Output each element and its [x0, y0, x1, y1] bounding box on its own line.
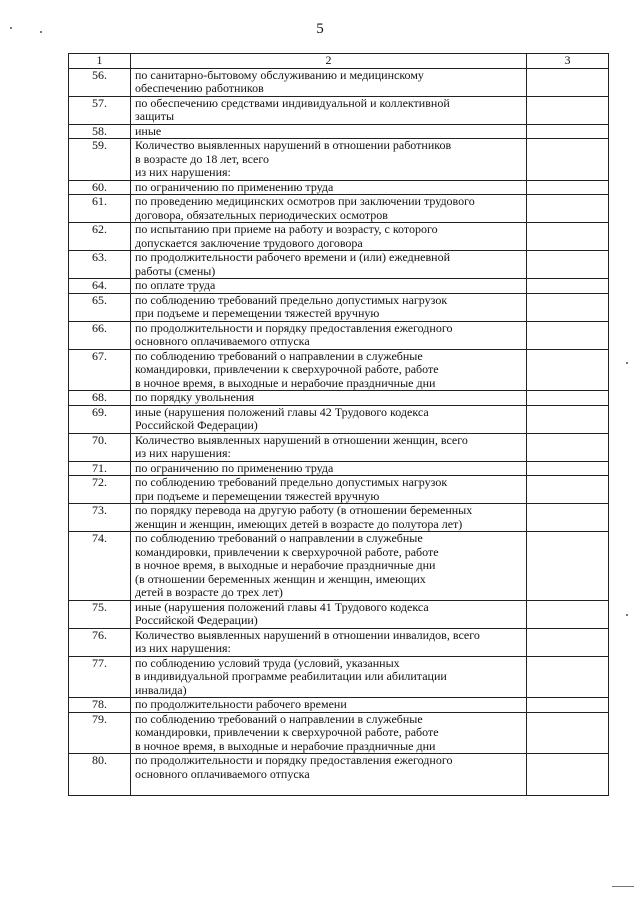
row-value-cell	[527, 124, 609, 139]
row-value-cell	[527, 293, 609, 321]
row-number: 77.	[69, 656, 131, 698]
row-description	[131, 391, 527, 406]
description-line: по оплате труда	[135, 278, 216, 292]
row-number: 56.	[69, 68, 131, 96]
row-value-cell	[527, 195, 609, 223]
table-row	[69, 321, 609, 349]
table-row	[69, 461, 609, 476]
row-number: 80.	[69, 754, 131, 796]
table-row	[69, 754, 609, 796]
row-number: 63.	[69, 251, 131, 279]
row-description	[131, 293, 527, 321]
description-line: при подъеме и перемещении тяжестей вручную	[135, 488, 380, 503]
description-line: детей в возрасте до трех лет)	[135, 585, 283, 599]
description-line: по ограничению по применению труда	[135, 460, 334, 475]
row-description	[131, 433, 527, 461]
row-number: 57.	[69, 96, 131, 124]
table-row	[69, 293, 609, 321]
row-number: 62.	[69, 223, 131, 251]
table-row	[69, 180, 609, 195]
row-value-cell	[527, 698, 609, 713]
table-row	[69, 532, 609, 601]
description-line: по продолжительности рабочего времени и (или) ежедневной	[135, 250, 450, 264]
row-number: 66.	[69, 321, 131, 349]
description-line: по обеспечению средствами индивидуальной и коллективной	[135, 95, 450, 110]
row-description	[131, 656, 527, 698]
row-number: 78.	[69, 698, 131, 713]
scan-speck	[626, 362, 628, 364]
row-number: 79.	[69, 712, 131, 754]
scan-speck	[612, 886, 634, 887]
row-value-cell	[527, 349, 609, 391]
table-row	[69, 712, 609, 754]
description-line: командировки, привлечении к сверхурочной работе, работе	[135, 725, 439, 739]
description-line: основного оплачиваемого отпуска	[135, 766, 310, 781]
row-description	[131, 195, 527, 223]
table-row	[69, 656, 609, 698]
row-value-cell	[527, 628, 609, 656]
row-number: 74.	[69, 532, 131, 601]
description-line: по ограничению по применению труда	[135, 179, 334, 194]
description-line: по порядку увольнения	[135, 390, 255, 404]
row-description	[131, 532, 527, 601]
description-line: основного оплачиваемого отпуска	[135, 334, 310, 348]
description-line: из них нарушения:	[135, 641, 231, 655]
table-row	[69, 433, 609, 461]
row-description	[131, 139, 527, 181]
table-row	[69, 405, 609, 433]
row-value-cell	[527, 96, 609, 124]
row-description	[131, 279, 527, 294]
description-line: по соблюдению условий труда (условий, указанных	[135, 655, 400, 670]
row-number: 70.	[69, 433, 131, 461]
scan-speck	[40, 31, 42, 33]
table-row	[69, 96, 609, 124]
table-row	[69, 600, 609, 628]
row-description	[131, 349, 527, 391]
table-row	[69, 349, 609, 391]
row-description	[131, 321, 527, 349]
description-line: из них нарушения:	[135, 165, 231, 179]
description-line: Российской Федерации)	[135, 613, 258, 627]
table-row	[69, 68, 609, 96]
row-description	[131, 712, 527, 754]
table-row	[69, 139, 609, 181]
row-number: 76.	[69, 628, 131, 656]
description-line: защиты	[135, 109, 175, 123]
table-row	[69, 391, 609, 406]
table-row	[69, 251, 609, 279]
description-line: инвалида)	[135, 682, 187, 697]
table-row	[69, 279, 609, 294]
row-number: 61.	[69, 195, 131, 223]
description-line: Российской Федерации)	[135, 418, 258, 432]
row-value-cell	[527, 391, 609, 406]
row-description	[131, 754, 527, 796]
row-value-cell	[527, 405, 609, 433]
description-line: работы (смены)	[135, 263, 216, 278]
description-line: иные (нарушения положений главы 42 Трудового кодекса	[135, 404, 429, 419]
scan-speck	[10, 27, 12, 29]
description-line: по соблюдению требований предельно допустимых нагрузок	[135, 475, 448, 489]
table-row	[69, 628, 609, 656]
row-number: 60.	[69, 180, 131, 195]
row-number: 69.	[69, 405, 131, 433]
row-value-cell	[527, 223, 609, 251]
row-value-cell	[527, 433, 609, 461]
row-description	[131, 600, 527, 628]
description-line: Количество выявленных нарушений в отношении инвалидов, всего	[135, 627, 480, 642]
description-line: Количество выявленных нарушений в отношении работников	[135, 138, 452, 152]
description-line: Количество выявленных нарушений в отношении женщин, всего	[135, 432, 468, 447]
row-description	[131, 180, 527, 195]
description-line: по соблюдению требований о направлении в служебные	[135, 531, 423, 545]
row-value-cell	[527, 656, 609, 698]
row-description	[131, 405, 527, 433]
description-line: в ночное время, в выходные и нерабочие праздничные дни	[135, 738, 436, 753]
row-value-cell	[527, 251, 609, 279]
table-row	[69, 476, 609, 504]
row-number: 67.	[69, 349, 131, 391]
row-number: 68.	[69, 391, 131, 406]
description-line: командировки, привлечении к сверхурочной работе, работе	[135, 544, 439, 559]
table-row	[69, 698, 609, 713]
row-value-cell	[527, 532, 609, 601]
table-row	[69, 195, 609, 223]
table-row	[69, 504, 609, 532]
description-line: в индивидуальной программе реабилитации или абилитации	[135, 669, 447, 683]
description-line: по соблюдению требований о направлении в служебные	[135, 711, 423, 726]
description-line: по проведению медицинских осмотров при заключении трудового	[135, 194, 475, 208]
row-number: 65.	[69, 293, 131, 321]
description-line: по продолжительности и порядку предоставления ежегодного	[135, 753, 453, 767]
row-description	[131, 124, 527, 139]
column-header-3: 3	[527, 54, 609, 69]
row-description	[131, 504, 527, 532]
description-line: по порядку перевода на другую работу (в отношении беременных	[135, 503, 473, 517]
row-description	[131, 461, 527, 476]
description-line: из них нарушения:	[135, 446, 231, 460]
description-line: в ночное время, в выходные и нерабочие праздничные дни	[135, 558, 436, 572]
table-row	[69, 223, 609, 251]
row-description	[131, 251, 527, 279]
page-number: 5	[316, 21, 324, 37]
row-description	[131, 68, 527, 96]
scan-speck	[626, 614, 628, 616]
row-value-cell	[527, 139, 609, 181]
row-value-cell	[527, 712, 609, 754]
description-line: иные (нарушения положений главы 41 Трудового кодекса	[135, 599, 429, 614]
row-number: 72.	[69, 476, 131, 504]
row-description	[131, 698, 527, 713]
description-line: женщин и женщин, имеющих детей в возрасте до полутора лет)	[135, 516, 463, 531]
row-value-cell	[527, 754, 609, 796]
description-line: командировки, привлечении к сверхурочной работе, работе	[135, 362, 439, 376]
description-line: обеспечению работников	[135, 81, 264, 95]
description-line: по продолжительности рабочего времени	[135, 697, 347, 711]
row-value-cell	[527, 461, 609, 476]
description-line: иные	[135, 123, 162, 138]
row-value-cell	[527, 504, 609, 532]
description-line: в возрасте до 18 лет, всего	[135, 151, 269, 166]
table-row	[69, 124, 609, 139]
row-value-cell	[527, 600, 609, 628]
row-number: 64.	[69, 279, 131, 294]
description-line: по продолжительности и порядку предоставления ежегодного	[135, 320, 453, 335]
column-header-2: 2	[131, 54, 527, 69]
row-description	[131, 96, 527, 124]
description-line: по соблюдению требований предельно допустимых нагрузок	[135, 292, 448, 307]
row-description	[131, 476, 527, 504]
header-row	[69, 54, 609, 69]
row-number: 58.	[69, 124, 131, 139]
row-description	[131, 628, 527, 656]
description-line: по санитарно-бытовому обслуживанию и медицинскому	[135, 67, 424, 82]
description-line: по испытанию при приеме на работу и возрасту, с которого	[135, 222, 438, 236]
row-value-cell	[527, 476, 609, 504]
description-line: в ночное время, в выходные и нерабочие праздничные дни	[135, 375, 436, 390]
row-value-cell	[527, 279, 609, 294]
description-line: по соблюдению требований о направлении в служебные	[135, 348, 423, 363]
row-number: 75.	[69, 600, 131, 628]
description-line: при подъеме и перемещении тяжестей вручную	[135, 306, 380, 320]
description-line: (в отношении беременных женщин и женщин, имеющих	[135, 571, 426, 586]
row-value-cell	[527, 321, 609, 349]
row-description	[131, 223, 527, 251]
row-number: 59.	[69, 139, 131, 181]
row-number: 73.	[69, 504, 131, 532]
row-value-cell	[527, 180, 609, 195]
description-line: допускается заключение трудового договора	[135, 235, 363, 250]
violations-table	[68, 53, 609, 796]
description-line	[135, 781, 522, 795]
row-number: 71.	[69, 461, 131, 476]
description-line: договора, обязательных периодических осмотров	[135, 207, 388, 222]
column-header-1: 1	[69, 54, 131, 69]
row-value-cell	[527, 68, 609, 96]
